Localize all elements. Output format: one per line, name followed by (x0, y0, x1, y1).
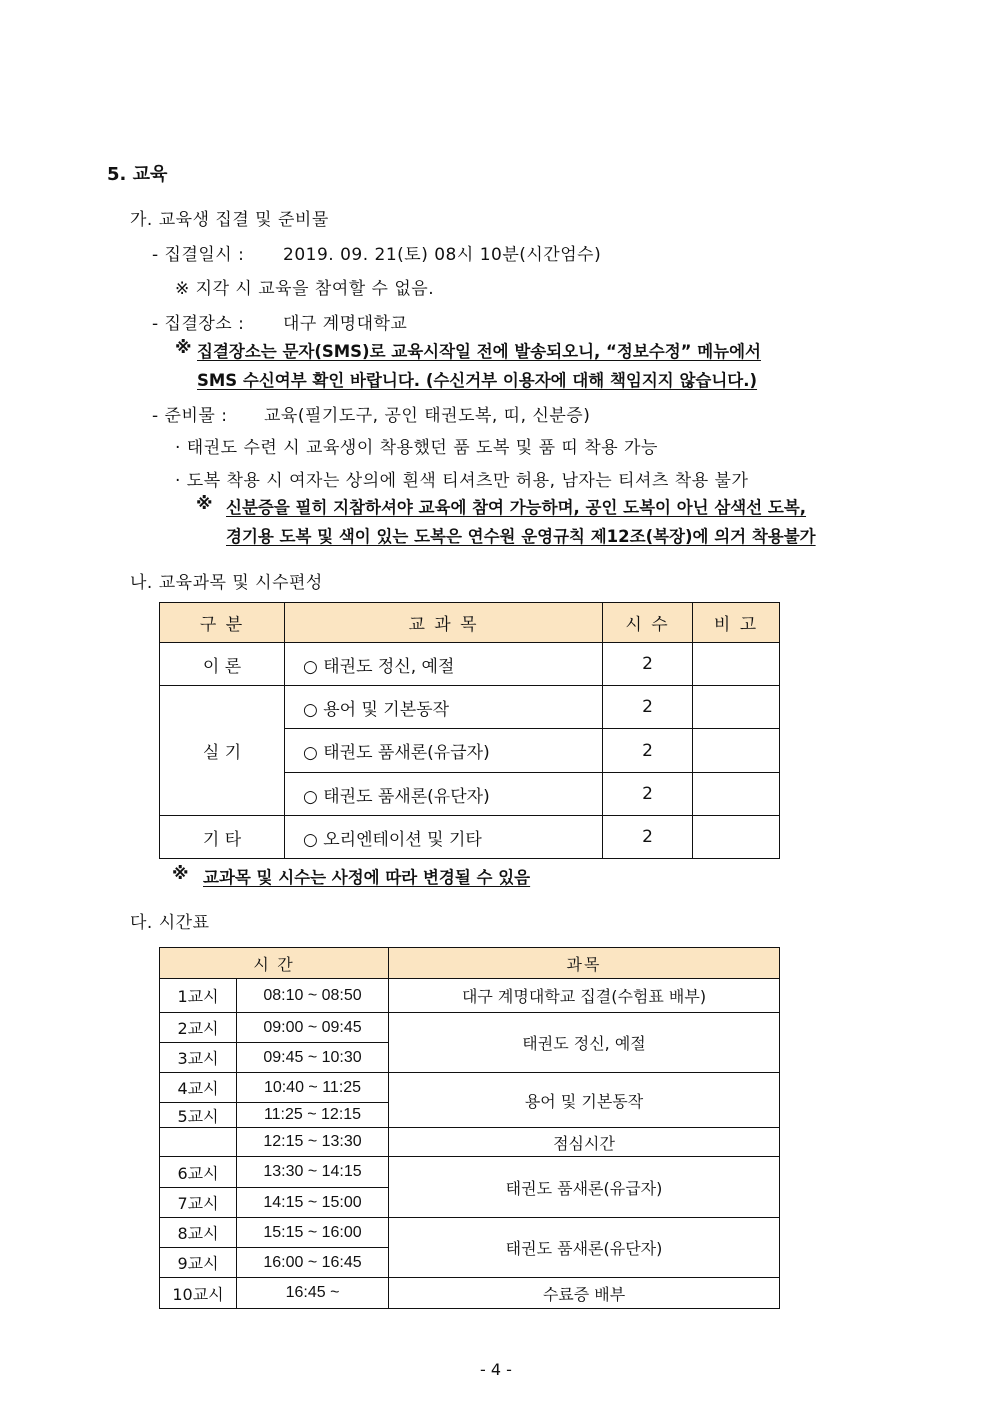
time-cell: 12:15 ~ 13:30 (237, 1128, 389, 1157)
period-cell: 10교시 (160, 1278, 237, 1309)
warn-line2: 경기용 도복 및 색이 있는 도복은 연수원 운영규칙 제12조(복장)에 의거 착용불가 (226, 527, 816, 546)
period-cell: 2교시 (160, 1013, 237, 1043)
prep-bullet-2: · 도복 착용 시 여자는 상의에 흰색 티셔츠만 허용, 남자는 티셔츠 착용 불가 (175, 471, 749, 491)
time-cell: 08:10 ~ 08:50 (237, 979, 389, 1013)
timetable (159, 947, 780, 1309)
page-number: - 4 - (480, 1360, 512, 1379)
time-cell: 09:45 ~ 10:30 (237, 1043, 389, 1073)
header-category: 구 분 (160, 603, 285, 643)
note-cell (693, 643, 780, 686)
subjects-note: 교과목 및 시수는 사정에 따라 변경될 수 있음 (203, 868, 531, 887)
subject-cell: ○ 용어 및 기본동작 (285, 686, 603, 729)
category-cell: 실 기 (160, 686, 285, 816)
table-row (160, 686, 780, 729)
place-value: 대구 계명대학교 (283, 314, 408, 334)
category-cell: 이 론 (160, 643, 285, 686)
subject-cell: 수료증 배부 (389, 1278, 780, 1309)
place-label: - 집결장소 : (152, 314, 245, 334)
warn-mark: ※ (196, 494, 213, 514)
prep-value: 교육(필기도구, 공인 태권도복, 띠, 신분증) (264, 406, 591, 426)
table-row (160, 1157, 780, 1188)
time-cell: 16:00 ~ 16:45 (237, 1248, 389, 1278)
note-cell (693, 773, 780, 816)
subject-cell: 태권도 정신, 예절 (389, 1013, 780, 1073)
heading-ga: 가. 교육생 집결 및 준비물 (130, 210, 329, 230)
hours-cell: 2 (603, 773, 693, 816)
note-cell (693, 816, 780, 859)
table-row (160, 1218, 780, 1248)
table-row (160, 1128, 780, 1157)
time-cell: 10:40 ~ 11:25 (237, 1073, 389, 1103)
time-cell: 14:15 ~ 15:00 (237, 1188, 389, 1218)
period-cell: 6교시 (160, 1157, 237, 1188)
period-cell: 1교시 (160, 979, 237, 1013)
time-cell: 11:25 ~ 12:15 (237, 1103, 389, 1128)
time-cell: 09:00 ~ 09:45 (237, 1013, 389, 1043)
period-cell: 3교시 (160, 1043, 237, 1073)
late-note: ※ 지각 시 교육을 참여할 수 없음. (175, 279, 435, 299)
note-cell (693, 729, 780, 773)
subjects-header-row (160, 603, 780, 643)
table-row (160, 643, 780, 686)
prep-bullet-1: · 태권도 수련 시 교육생이 착용했던 품 도복 및 품 띠 착용 가능 (175, 438, 658, 458)
table-row (160, 1013, 780, 1043)
header-time: 시 간 (160, 948, 389, 979)
subject-cell: ○ 태권도 품새론(유단자) (285, 773, 603, 816)
table-row (160, 816, 780, 859)
subject-cell: 용어 및 기본동작 (389, 1073, 780, 1128)
time-cell: 15:15 ~ 16:00 (237, 1218, 389, 1248)
subject-cell: 태권도 품새론(유급자) (389, 1157, 780, 1218)
table-row (160, 1278, 780, 1309)
section-title: 5. 교육 (107, 164, 168, 185)
subject-cell: 점심시간 (389, 1128, 780, 1157)
hours-cell: 2 (603, 816, 693, 859)
category-cell: 기 타 (160, 816, 285, 859)
subject-cell: ○ 오리엔테이션 및 기타 (285, 816, 603, 859)
hours-cell: 2 (603, 686, 693, 729)
heading-da: 다. 시간표 (130, 913, 210, 933)
subject-cell: 대구 계명대학교 집결(수험표 배부) (389, 979, 780, 1013)
period-cell: 8교시 (160, 1218, 237, 1248)
heading-na: 나. 교육과목 및 시수편성 (130, 573, 323, 593)
subjects-note-mark: ※ (172, 864, 189, 884)
header-note: 비 고 (693, 603, 780, 643)
place-note-mark: ※ (175, 338, 192, 358)
date-value: 2019. 09. 21(토) 08시 10분(시간엄수) (283, 245, 602, 265)
time-cell: 16:45 ~ (237, 1278, 389, 1309)
period-cell: 5교시 (160, 1103, 237, 1128)
time-cell: 13:30 ~ 14:15 (237, 1157, 389, 1188)
date-label: - 집결일시 : (152, 245, 245, 265)
prep-label: - 준비물 : (152, 406, 228, 426)
period-cell (160, 1128, 237, 1157)
hours-cell: 2 (603, 643, 693, 686)
subject-cell: ○ 태권도 정신, 예절 (285, 643, 603, 686)
subjects-table (159, 602, 780, 859)
timetable-header-row (160, 948, 780, 979)
warn-line1: 신분증을 필히 지참하셔야 교육에 참여 가능하며, 공인 도복이 아닌 삼색선 도복, (226, 498, 807, 517)
hours-cell: 2 (603, 729, 693, 773)
table-row (160, 1073, 780, 1103)
header-hours: 시 수 (603, 603, 693, 643)
note-cell (693, 686, 780, 729)
table-row (160, 979, 780, 1013)
subject-cell: 태권도 품새론(유단자) (389, 1218, 780, 1278)
subject-cell: ○ 태권도 품새론(유급자) (285, 729, 603, 773)
period-cell: 7교시 (160, 1188, 237, 1218)
period-cell: 4교시 (160, 1073, 237, 1103)
place-note-line1: 집결장소는 문자(SMS)로 교육시작일 전에 발송되오니, “정보수정” 메뉴에서 (197, 342, 761, 361)
header-subject: 과목 (389, 948, 780, 979)
period-cell: 9교시 (160, 1248, 237, 1278)
header-subject: 교 과 목 (285, 603, 603, 643)
place-note-line2: SMS 수신여부 확인 바랍니다. (수신거부 이용자에 대해 책임지지 않습니다.) (197, 371, 758, 390)
